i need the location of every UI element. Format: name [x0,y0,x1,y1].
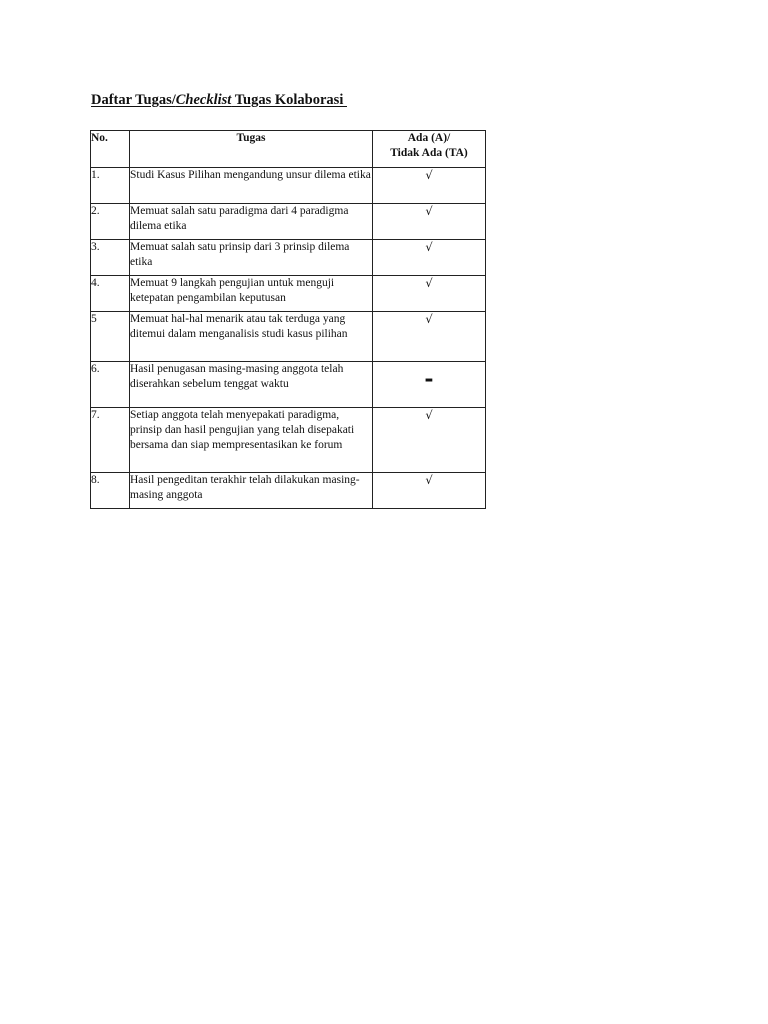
header-status-line1: Ada (A)/ [407,132,451,144]
row-number: 1. [91,168,130,204]
table-row [91,362,486,408]
row-number: 4. [91,276,130,312]
row-status: √ [373,408,486,473]
row-task: Hasil penugasan masing-masing anggota telah diserahkan sebelum tenggat waktu [130,362,373,408]
table-row [91,240,486,276]
checklist-table [90,130,486,509]
table-row [91,408,486,473]
table-row [91,473,486,509]
header-no: No. [91,131,130,168]
header-status [373,131,486,168]
title-italic: Checklist [175,92,232,108]
header-status-line2: Tidak Ada (TA) [390,147,468,159]
header-task: Tugas [130,131,373,168]
row-number: 6. [91,362,130,408]
row-task: Memuat salah satu prinsip dari 3 prinsip dilema etika [130,240,373,276]
row-number: 8. [91,473,130,509]
table-row [91,168,486,204]
row-status: √ [373,240,486,276]
row-task: Memuat salah satu paradigma dari 4 paradigma dilema etika [130,204,373,240]
row-number: 2. [91,204,130,240]
title-suffix: Tugas Kolaborasi [231,92,347,108]
row-status: √ [373,473,486,509]
document-title [91,92,347,109]
table-row [91,312,486,362]
row-task: Hasil pengeditan terakhir telah dilakukan masing-masing anggota [130,473,373,509]
row-number: 3. [91,240,130,276]
table-header-row [91,131,486,168]
row-status: - [373,362,486,408]
row-status: √ [373,312,486,362]
row-status: √ [373,204,486,240]
row-number: 7. [91,408,130,473]
row-task: Memuat hal-hal menarik atau tak terduga yang ditemui dalam menganalisis studi kasus pilihan [130,312,373,362]
row-status: √ [373,276,486,312]
row-task: Studi Kasus Pilihan mengandung unsur dilema etika [130,168,373,204]
row-number: 5 [91,312,130,362]
row-status: √ [373,168,486,204]
title-prefix: Daftar Tugas/ [91,92,176,108]
row-task: Setiap anggota telah menyepakati paradigma, prinsip dan hasil pengujian yang telah disepakati bersama dan siap mempresentasikan ke forum [130,408,373,473]
row-task: Memuat 9 langkah pengujian untuk menguji ketepatan pengambilan keputusan [130,276,373,312]
table-row [91,276,486,312]
table-row [91,204,486,240]
